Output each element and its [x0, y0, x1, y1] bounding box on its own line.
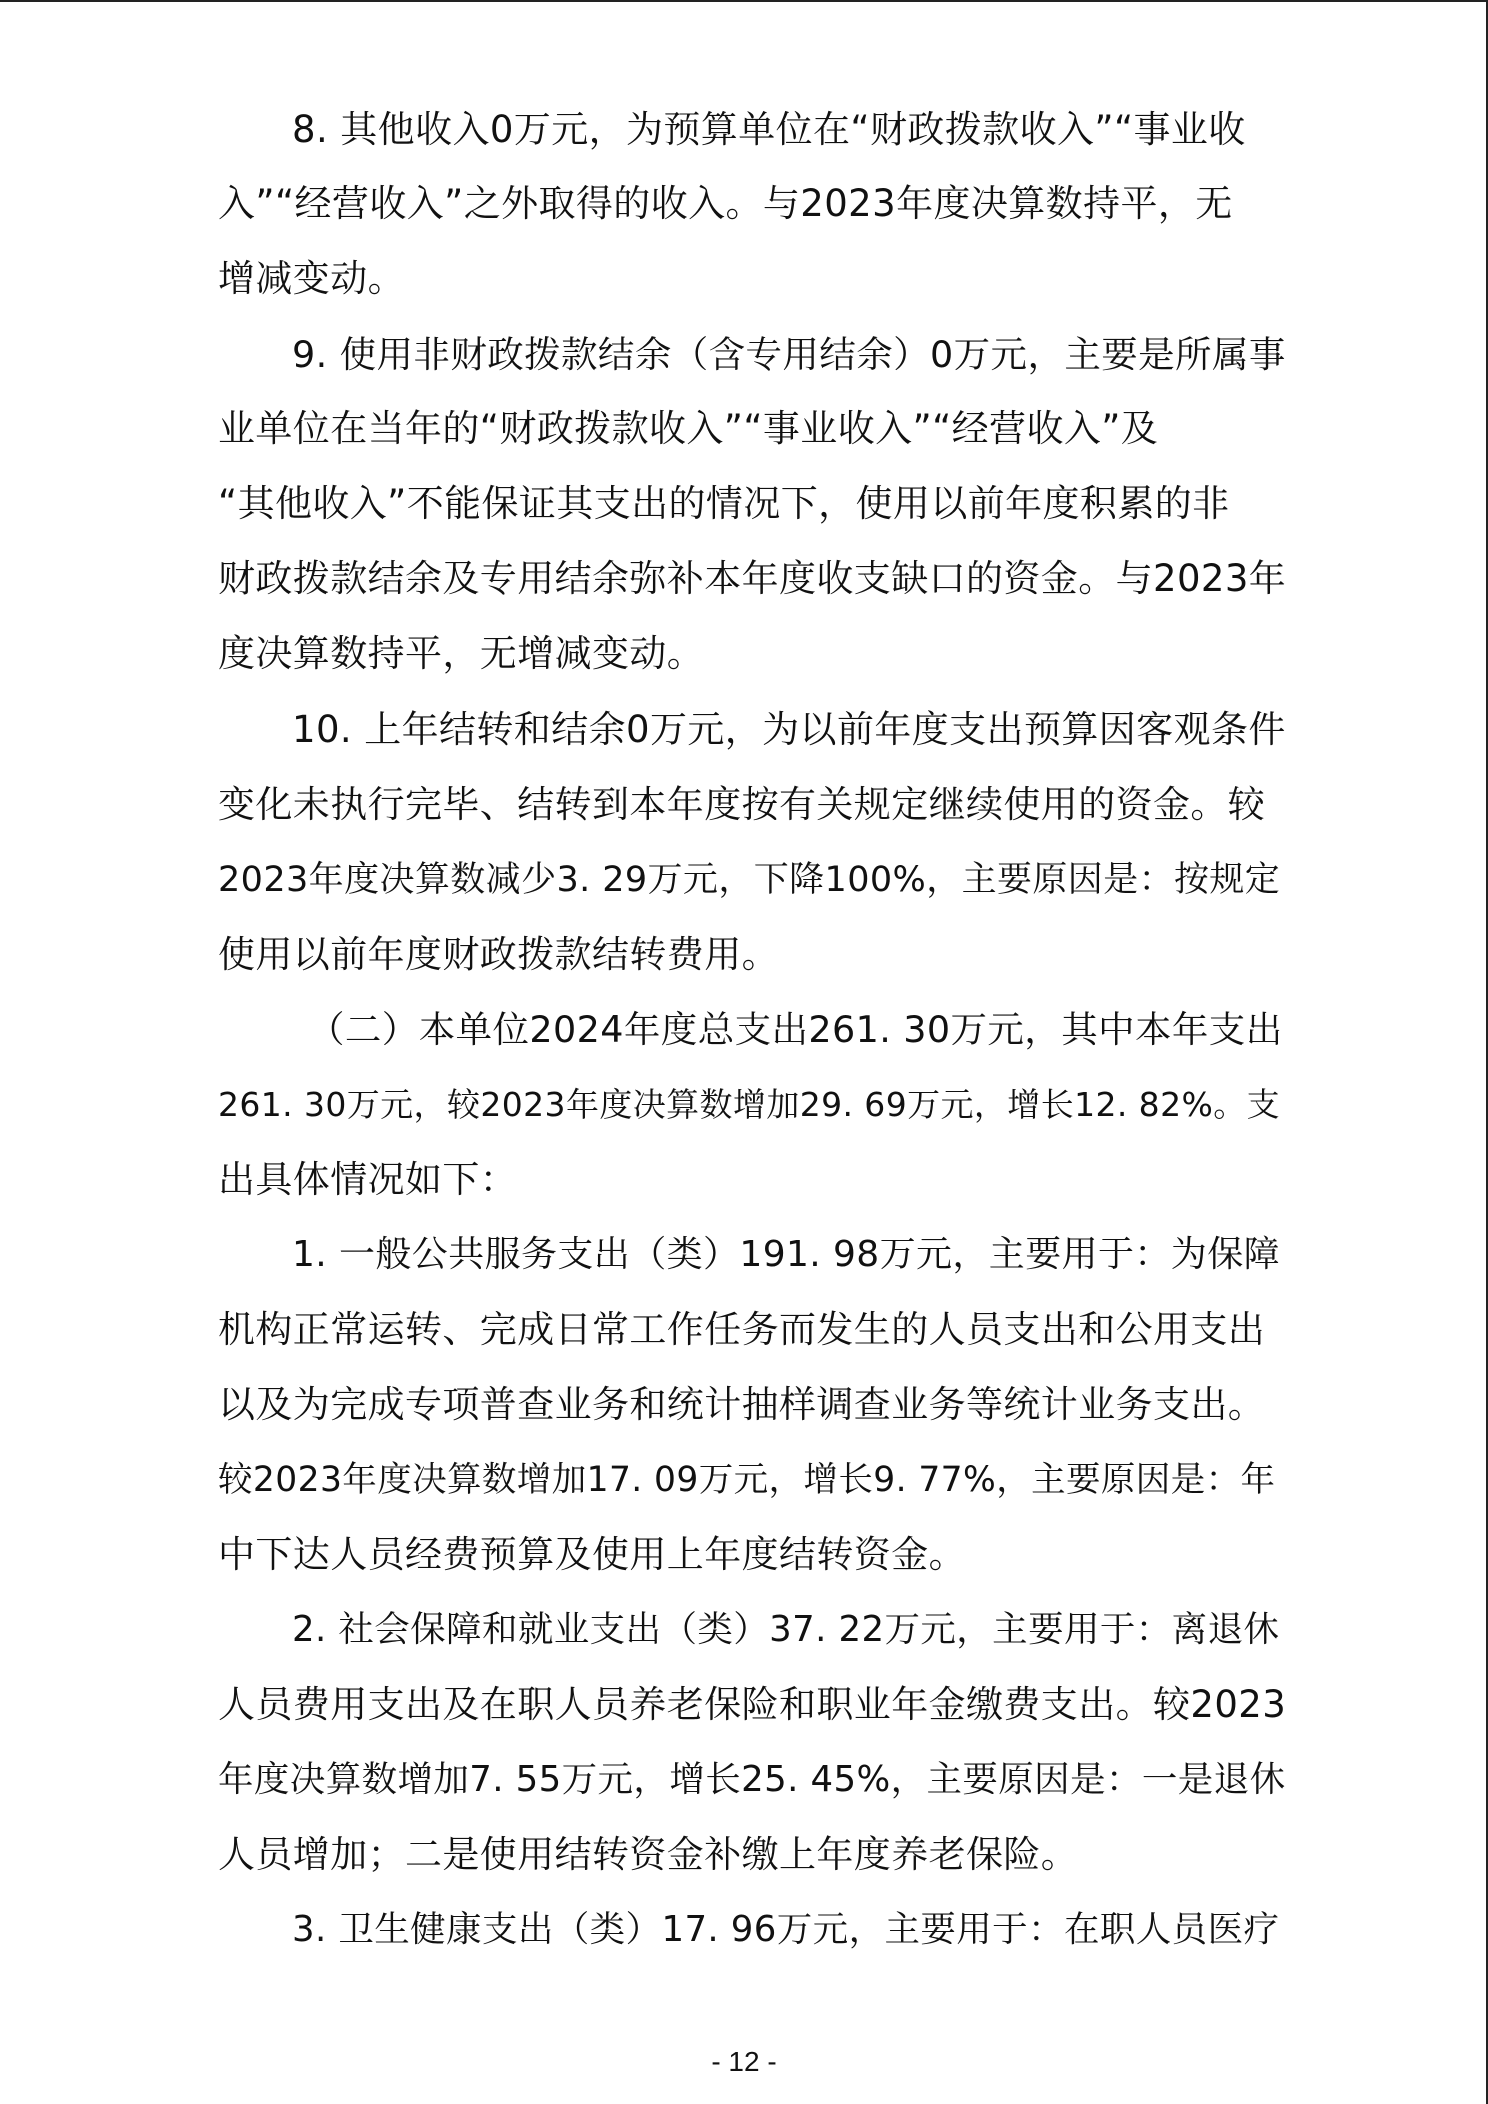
- body-text-line: 中下达人员经费预算及使用上年度结转资金。: [218, 1533, 966, 1576]
- body-text-line: 2. 社会保障和就业支出（类）37. 22万元，主要用于：离退休: [292, 1609, 1280, 1650]
- body-text-line: 机构正常运转、完成日常工作任务而发生的人员支出和公用支出: [218, 1308, 1266, 1351]
- body-text-line: 2023年度决算数减少3. 29万元，下降100%，主要原因是：按规定: [218, 860, 1281, 900]
- body-text-line: 使用以前年度财政拨款结转费用。: [218, 933, 779, 976]
- page-number: - 12 -: [711, 2046, 777, 2077]
- body-text-line: （二）本单位2024年度总支出261. 30万元，其中本年支出: [308, 1008, 1283, 1051]
- body-text-line: “其他收入”不能保证其支出的情况下，使用以前年度积累的非: [218, 482, 1230, 525]
- body-text-line: 人员费用支出及在职人员养老保险和职业年金缴费支出。较2023: [218, 1683, 1287, 1726]
- body-text-line: 入”“经营收入”之外取得的收入。与2023年度决算数持平，无: [218, 182, 1233, 225]
- body-text-line: 261. 30万元，较2023年度决算数增加29. 69万元，增长12. 82%。支: [218, 1085, 1281, 1124]
- body-text-line: 出具体情况如下：: [218, 1158, 518, 1201]
- body-text-line: 变化未执行完毕、结转到本年度按有关规定继续使用的资金。较: [218, 783, 1266, 826]
- body-text-line: 人员增加；二是使用结转资金补缴上年度养老保险。: [218, 1833, 1079, 1876]
- body-text-line: 以及为完成专项普查业务和统计抽样调查业务等统计业务支出。: [218, 1383, 1266, 1426]
- body-text-line: 度决算数持平，无增减变动。: [218, 632, 705, 675]
- body-text-line: 1. 一般公共服务支出（类）191. 98万元，主要用于：为保障: [292, 1234, 1280, 1275]
- body-text-line: 增减变动。: [218, 257, 405, 300]
- body-text-line: 8. 其他收入0万元，为预算单位在“财政拨款收入”“事业收: [292, 108, 1246, 151]
- body-text-line: 较2023年度决算数增加17. 09万元，增长9. 77%，主要原因是：年: [218, 1460, 1276, 1500]
- body-text-line: 3. 卫生健康支出（类）17. 96万元，主要用于：在职人员医疗: [292, 1909, 1280, 1950]
- body-text-line: 10. 上年结转和结余0万元，为以前年度支出预算因客观条件: [292, 708, 1286, 751]
- body-text-line: 财政拨款结余及专用结余弥补本年度收支缺口的资金。与2023年: [218, 557, 1287, 600]
- body-text-line: 9. 使用非财政拨款结余（含专用结余）0万元，主要是所属事: [292, 333, 1286, 376]
- body-text-line: 业单位在当年的“财政拨款收入”“事业收入”“经营收入”及: [218, 407, 1159, 450]
- body-text-line: 年度决算数增加7. 55万元，增长25. 45%，主要原因是：一是退休: [218, 1759, 1286, 1800]
